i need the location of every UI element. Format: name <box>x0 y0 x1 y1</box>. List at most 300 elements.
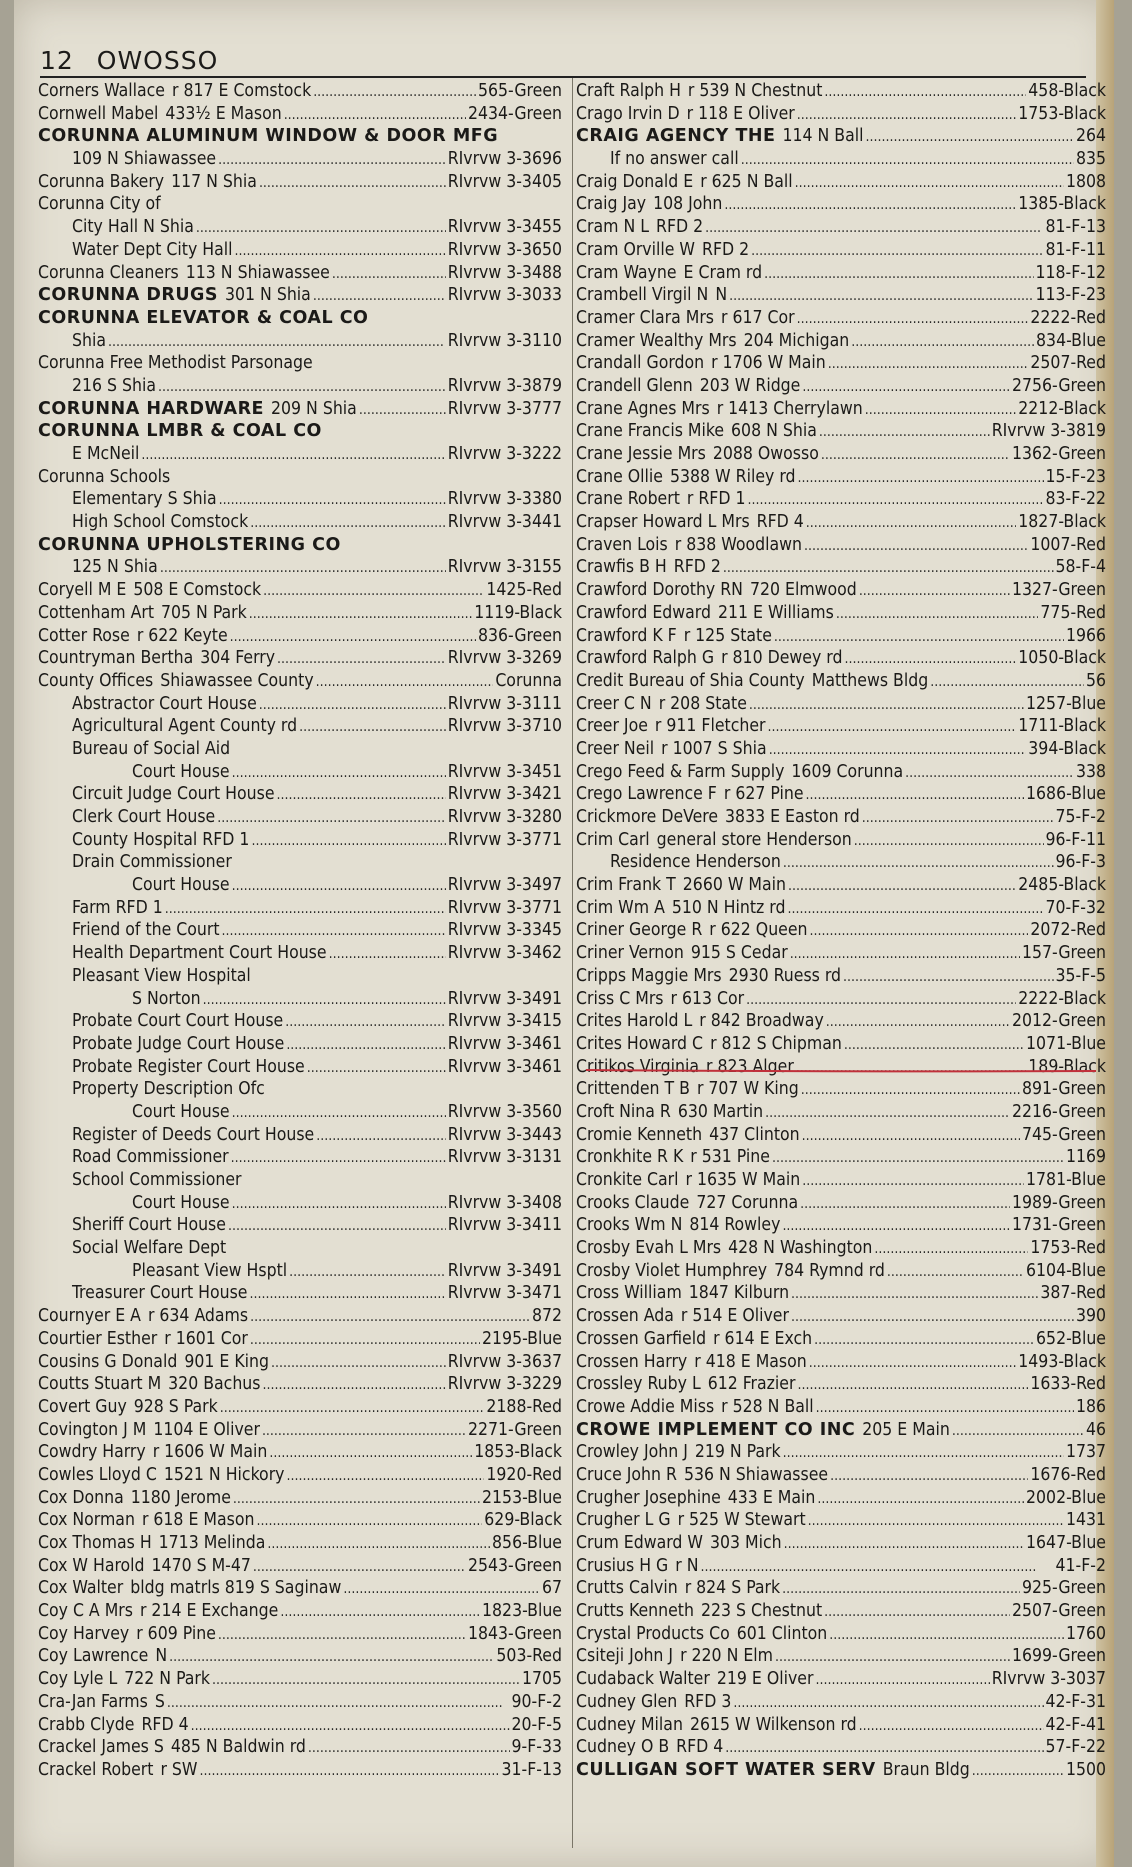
dot-leader <box>285 1010 445 1033</box>
listing-entry <box>38 1645 562 1668</box>
dot-leader <box>232 1101 446 1124</box>
listing-address: E Cram rd <box>683 262 763 283</box>
dot-leader <box>701 1555 1054 1578</box>
dot-leader <box>802 1124 1020 1147</box>
listing-address: 705 N Park <box>161 602 247 623</box>
listing-address: r 618 E Mason <box>141 1510 255 1531</box>
listing-address: r 208 State <box>658 693 747 714</box>
listing-phone: 834-Blue <box>1036 330 1106 351</box>
listing-phone: 2002-Blue <box>1026 1487 1106 1508</box>
listing-entry <box>38 988 562 1011</box>
listing-phone: 1711-Black <box>1018 716 1106 737</box>
listing-phone: 394-Black <box>1028 738 1106 759</box>
listing-address: 433 E Main <box>727 1487 816 1508</box>
listing-phone: 2216-Green <box>1011 1101 1106 1122</box>
listing-phone: 70-F-32 <box>1045 897 1106 918</box>
listing-name: S Norton <box>132 988 201 1009</box>
dot-leader <box>232 761 446 784</box>
listing-address: r 528 N Ball <box>721 1396 814 1417</box>
listing-phone: RIvrvw 3-3879 <box>447 375 562 396</box>
dot-leader <box>810 919 1029 942</box>
listing-entry <box>38 1668 562 1691</box>
listing-entry <box>38 783 562 806</box>
listing-name: Cournyer E A <box>38 1306 141 1327</box>
listing-name: Crane Jessie Mrs <box>576 444 706 464</box>
listing-name: If no answer call <box>610 149 739 170</box>
listing-entry <box>38 1441 562 1464</box>
listing-phone: 745-Green <box>1021 1124 1106 1145</box>
listing-name: Crossen Garfield <box>576 1328 707 1349</box>
dot-leader <box>830 1464 1028 1487</box>
dot-leader <box>790 942 1020 965</box>
dot-leader <box>218 1623 466 1646</box>
listing-entry <box>38 1487 562 1510</box>
listing-name: Cra-Jan Farms <box>38 1691 148 1712</box>
listing-entry <box>576 874 1106 897</box>
listing-phone: 2012-Green <box>1011 1011 1106 1032</box>
listing-name: Crabb Clyde <box>38 1714 135 1735</box>
dot-leader <box>828 352 1029 375</box>
dot-leader <box>972 1759 1064 1782</box>
listing-phone: RIvrvw 3-3491 <box>447 1260 562 1281</box>
listing-name: Csiteji John J <box>576 1646 674 1667</box>
listing-name: Cronkite Carl <box>576 1170 679 1190</box>
listing-name: Drain Commissioner <box>72 852 232 873</box>
listing-name: Bureau of Social Aid <box>72 738 231 759</box>
listing-name: Covington J M <box>38 1419 147 1440</box>
listing-phone: 1853-Black <box>474 1442 562 1463</box>
column-divider <box>572 78 573 1848</box>
listing-phone: 42-F-31 <box>1045 1691 1106 1712</box>
dot-leader <box>874 1237 1028 1260</box>
listing-phone: 2434-Green <box>467 103 562 124</box>
listing-phone: RIvrvw 3-3771 <box>447 897 562 918</box>
listing-phone: 1808 <box>1065 171 1106 192</box>
listing-address: 117 N Shia <box>171 171 257 192</box>
listing-entry <box>38 262 562 285</box>
dot-leader <box>262 1419 466 1442</box>
listing-phone: RIvrvw 3-3345 <box>447 920 562 941</box>
listing-entry <box>576 602 1106 625</box>
listing-entry <box>576 693 1106 716</box>
listing-name: CORUNNA UPHOLSTERING CO <box>38 534 341 555</box>
dot-leader <box>313 80 476 103</box>
listing-name: Coy Harvey <box>38 1623 130 1644</box>
listing-entry <box>576 1101 1106 1124</box>
listing-name: Cox Norman <box>38 1510 135 1531</box>
listing-entry <box>38 647 562 670</box>
listing-phone: 189-Black <box>1028 1056 1106 1077</box>
listing-entry <box>38 148 562 171</box>
listing-name: Pleasant View Hsptl <box>132 1260 288 1281</box>
listing-entry <box>576 443 1106 466</box>
listing-entry <box>38 556 562 579</box>
dot-leader <box>289 1260 446 1283</box>
listing-entry <box>38 829 562 852</box>
listing-phone: RIvrvw 3-3696 <box>447 149 562 170</box>
listing-name: Court House <box>132 761 230 782</box>
listing-entry <box>576 1736 1106 1759</box>
listing-name: Cox Walter <box>38 1578 124 1599</box>
listing-name: Crim Carl <box>576 829 650 850</box>
listing-address: r 707 W King <box>696 1079 799 1100</box>
listing-entry <box>38 1282 562 1305</box>
listing-entry <box>576 1509 1106 1532</box>
listing-entry <box>576 148 1106 171</box>
listing-address: RFD 3 <box>684 1691 732 1712</box>
listing-entry <box>38 171 562 194</box>
dot-leader <box>249 602 473 625</box>
listing-name: Creer Joe <box>576 716 648 737</box>
listing-address: 630 Martin <box>677 1101 764 1122</box>
listing-phone: 1431 <box>1065 1510 1106 1531</box>
dot-leader <box>253 1555 466 1578</box>
listing-name: Cross William <box>576 1283 682 1304</box>
listing-name: 216 S Shia <box>72 375 157 396</box>
dot-leader <box>797 1373 1028 1396</box>
listing-name: Crego Feed & Farm Supply <box>576 761 785 782</box>
listing-name: Coy Lawrence <box>38 1646 149 1667</box>
dot-leader <box>299 715 446 738</box>
dot-leader <box>865 398 1017 421</box>
listing-entry <box>38 965 562 988</box>
dot-leader <box>768 715 1017 738</box>
listing-address: RFD 2 <box>656 217 704 238</box>
dot-leader <box>169 1645 494 1668</box>
listing-address: bldg matrls 819 S Saginaw <box>130 1578 342 1599</box>
listing-address: 428 N Washington <box>728 1238 873 1259</box>
dot-leader <box>203 988 446 1011</box>
listing-name: Crowley John J <box>576 1442 688 1463</box>
listing-phone: RIvrvw 3-3110 <box>447 330 562 351</box>
listing-name: Crawford Ralph G <box>576 648 715 669</box>
listing-name: CORUNNA DRUGS <box>38 285 219 306</box>
listing-phone: 856-Blue <box>492 1533 562 1553</box>
listing-name: Shia <box>72 330 107 351</box>
listing-name: Crawford Dorothy RN <box>576 580 743 601</box>
listing-phone: RIvrvw 3-3443 <box>447 1124 562 1145</box>
dot-leader <box>806 511 1016 534</box>
listing-name: Crawford K F <box>576 625 677 646</box>
listing-entry <box>576 556 1106 579</box>
listing-entry <box>576 1532 1106 1555</box>
listing-name: County Offices <box>38 670 154 691</box>
listing-address: 304 Ferry <box>200 648 276 669</box>
listing-address: RFD 2 <box>702 239 750 260</box>
listing-phone: RIvrvw 3-3380 <box>447 489 562 510</box>
listing-address: r 823 Alger <box>706 1056 794 1077</box>
listing-name: Crawford Edward <box>576 602 711 623</box>
listing-name: Property Description Ofc <box>72 1079 265 1100</box>
listing-phone: RIvrvw 3-3471 <box>447 1283 562 1304</box>
dot-leader <box>802 1169 1024 1192</box>
listing-entry <box>38 1214 562 1237</box>
listing-entry <box>38 1351 562 1374</box>
dot-leader <box>801 1078 1020 1101</box>
listing-name: Treasurer Court House <box>72 1283 248 1304</box>
listing-phone: 186 <box>1075 1396 1106 1417</box>
listing-entry <box>576 829 1106 852</box>
listing-address: 2930 Ruess rd <box>728 965 842 986</box>
listing-address: r 1606 W Main <box>152 1442 268 1463</box>
listing-phone: RIvrvw 3-3491 <box>447 988 562 1009</box>
dot-leader <box>791 1305 1074 1328</box>
listing-entry <box>576 1214 1106 1237</box>
listing-address: 303 Mich <box>709 1533 782 1553</box>
listing-address: r 531 Pine <box>690 1147 770 1168</box>
dot-leader <box>788 874 1016 897</box>
listing-entry <box>576 262 1106 285</box>
listing-entry <box>38 693 562 716</box>
listing-address: 219 E Oliver <box>716 1669 814 1690</box>
dot-leader <box>233 1487 480 1510</box>
listing-phone: 775-Red <box>1040 602 1106 623</box>
listing-name: Coy Lyle L <box>38 1669 118 1690</box>
listing-name: Crooks Claude <box>576 1192 690 1213</box>
listing-entry <box>38 1714 562 1737</box>
dot-leader <box>359 398 446 421</box>
listing-address: r 911 Fletcher <box>654 716 766 737</box>
listing-name: Cudney O B <box>576 1737 670 1758</box>
listing-phone: 67 <box>541 1578 562 1599</box>
listing-entry <box>38 307 562 330</box>
listing-entry <box>38 1759 562 1782</box>
dot-leader <box>775 1645 1010 1668</box>
dot-leader <box>212 1668 520 1691</box>
listing-phone: 2195-Blue <box>482 1328 562 1349</box>
listing-phone: 1493-Black <box>1018 1351 1106 1372</box>
listing-entry <box>38 80 562 103</box>
listing-phone: 56 <box>1085 670 1106 691</box>
listing-address: r 525 W Stewart <box>677 1510 806 1531</box>
listing-name: Cowles Lloyd C <box>38 1464 157 1485</box>
listing-phone: RIvrvw 3-3269 <box>447 648 562 669</box>
listing-name: CORUNNA LMBR & COAL CO <box>38 421 322 442</box>
listing-phone: 2507-Green <box>1011 1601 1106 1622</box>
listing-name: Crane Robert <box>576 489 680 510</box>
listing-name: Cripps Maggie Mrs <box>576 965 722 986</box>
listing-entry <box>576 534 1106 557</box>
listing-phone: 1781-Blue <box>1026 1170 1106 1190</box>
listing-phone: 1050-Black <box>1018 648 1106 669</box>
dot-leader <box>286 1464 484 1487</box>
listing-entry <box>38 1146 562 1169</box>
listing-address: 5388 W Riley rd <box>670 466 796 487</box>
listing-phone: RIvrvw 3-3488 <box>447 262 562 283</box>
listing-entry <box>576 1192 1106 1215</box>
listing-name: 109 N Shiawassee <box>72 149 217 170</box>
listing-entry <box>576 988 1106 1011</box>
listing-name: Probate Register Court House <box>72 1056 305 1077</box>
listing-address: 108 John <box>653 194 723 215</box>
listing-phone: 41-F-2 <box>1055 1555 1106 1576</box>
dot-leader <box>851 330 1034 353</box>
listing-entry <box>576 647 1106 670</box>
dot-leader <box>286 1033 445 1056</box>
listing-entry <box>38 534 562 557</box>
listing-entry <box>576 1260 1106 1283</box>
listing-address: 784 Rymnd rd <box>774 1260 885 1281</box>
listing-entry <box>38 1124 562 1147</box>
listing-name: Crugher L G <box>576 1510 671 1531</box>
listing-name: Cram Orville W <box>576 239 696 260</box>
dot-leader <box>819 420 990 443</box>
listing-phone: RIvrvw 3-3710 <box>447 716 562 737</box>
dot-leader <box>821 443 1010 466</box>
listing-entry <box>576 1668 1106 1691</box>
listing-entry <box>38 1419 562 1442</box>
listing-address: RFD 2 <box>673 557 721 578</box>
red-pen-underline <box>586 1069 1096 1073</box>
listing-entry <box>576 1305 1106 1328</box>
listing-address: r 627 Pine <box>723 784 804 805</box>
listing-address: 601 Clinton <box>736 1623 828 1644</box>
listing-phone: Corunna <box>495 670 562 691</box>
listing-address: 114 N Ball <box>782 126 864 147</box>
listing-phone: RIvrvw 3-3560 <box>447 1101 562 1122</box>
listing-name: Cramer Wealthy Mrs <box>576 330 737 351</box>
listing-name: Crutts Calvin <box>576 1578 678 1599</box>
listing-name: Crossen Ada <box>576 1306 674 1327</box>
dot-leader <box>307 1056 446 1079</box>
dot-leader <box>774 625 1064 648</box>
listing-entry <box>576 1373 1106 1396</box>
dot-leader <box>220 1396 485 1419</box>
listing-name: Covert Guy <box>38 1396 127 1417</box>
listing-phone: 1327-Green <box>1011 580 1106 601</box>
listing-entry <box>38 1555 562 1578</box>
listing-address: 612 Frazier <box>707 1374 796 1395</box>
dot-leader <box>844 1033 1024 1056</box>
listing-address: 205 E Main <box>862 1419 950 1440</box>
listing-entry <box>38 919 562 942</box>
listing-entry <box>38 1078 562 1101</box>
listing-name: Cudney Glen <box>576 1691 678 1712</box>
listing-entry <box>38 1192 562 1215</box>
listing-name: Cronkhite R K <box>576 1147 684 1168</box>
listing-phone: RIvrvw 3-3451 <box>447 761 562 782</box>
listing-entry <box>576 307 1106 330</box>
dot-leader <box>724 193 1016 216</box>
listing-name: Creer C N <box>576 693 652 714</box>
listing-phone: RIvrvw 3-3421 <box>447 784 562 805</box>
listing-entry <box>576 375 1106 398</box>
listing-entry <box>576 851 1106 874</box>
listing-name: Corunna City of <box>38 194 161 215</box>
dot-leader <box>729 284 1033 307</box>
listing-phone: 891-Green <box>1021 1079 1106 1100</box>
listing-name: CORUNNA ALUMINUM WINDOW & DOOR MFG <box>38 126 499 147</box>
listing-entry <box>576 1078 1106 1101</box>
listing-entry <box>38 375 562 398</box>
listing-address: 209 N Shia <box>271 398 357 419</box>
listing-entry <box>576 1555 1106 1578</box>
listing-phone: 1633-Red <box>1030 1374 1106 1395</box>
listing-address: 814 Rowley <box>689 1215 781 1236</box>
dot-leader <box>263 579 484 602</box>
listing-phone: 58-F-4 <box>1055 557 1106 578</box>
dot-leader <box>313 284 446 307</box>
dot-leader <box>784 1532 1024 1555</box>
dot-leader <box>284 103 466 126</box>
listing-address: r 1007 S Shia <box>661 738 767 759</box>
listing-phone: 872 <box>531 1306 562 1327</box>
listing-entry <box>38 1260 562 1283</box>
listing-phone: 1753-Black <box>1018 103 1106 124</box>
listing-phone: 1731-Green <box>1011 1215 1106 1236</box>
listing-entry <box>576 239 1106 262</box>
listing-entry <box>576 193 1106 216</box>
listing-entry <box>38 1101 562 1124</box>
listing-name: Register of Deeds Court House <box>72 1124 315 1145</box>
header-rule <box>40 76 1086 78</box>
listing-entry <box>38 625 562 648</box>
dot-leader <box>259 693 446 716</box>
listing-name: Crossen Harry <box>576 1351 688 1372</box>
listing-entry <box>38 1237 562 1260</box>
listing-phone: 925-Green <box>1021 1578 1106 1599</box>
dot-leader <box>228 1214 446 1237</box>
listing-address: 320 Bachus <box>168 1374 261 1395</box>
listing-address: r 622 Queen <box>709 920 808 941</box>
listing-entry <box>38 1736 562 1759</box>
dot-leader <box>343 1577 540 1600</box>
listing-address: r 1706 W Main <box>711 353 826 374</box>
listing-address: 2660 W Main <box>682 875 787 896</box>
listing-phone: 390 <box>1075 1306 1106 1327</box>
dot-leader <box>725 1736 1043 1759</box>
listing-phone: RIvrvw 3-3131 <box>447 1147 562 1168</box>
listing-entry <box>576 216 1106 239</box>
listing-phone: 2485-Black <box>1018 875 1106 896</box>
listing-phone: 1966 <box>1065 625 1106 646</box>
dot-leader <box>797 307 1029 330</box>
listing-address: r 617 Cor <box>721 307 795 328</box>
listing-phone: 118-F-12 <box>1035 262 1106 283</box>
listing-entry <box>38 511 562 534</box>
listing-entry <box>38 670 562 693</box>
listing-entry <box>576 488 1106 511</box>
listing-name: Cramer Clara Mrs <box>576 307 715 328</box>
listing-phone: 1500 <box>1065 1759 1106 1780</box>
dot-leader <box>800 1192 1010 1215</box>
listing-entry <box>576 330 1106 353</box>
listing-name: Crago Irvin D <box>576 103 680 124</box>
listing-name: Cottenham Art <box>38 602 155 623</box>
dot-leader <box>836 602 1039 625</box>
listing-entry <box>38 1577 562 1600</box>
dot-leader <box>280 1600 480 1623</box>
listing-name: Cousins G Donald <box>38 1351 178 1372</box>
dot-leader <box>854 829 1044 852</box>
listing-entry <box>576 1419 1106 1442</box>
listing-name: Social Welfare Dept <box>72 1238 227 1259</box>
listing-entry <box>576 1396 1106 1419</box>
city-title: OWOSSO <box>96 46 219 75</box>
dot-leader <box>231 1146 446 1169</box>
dot-leader <box>741 148 1074 171</box>
listing-phone: RIvrvw 3-3405 <box>447 171 562 192</box>
listing-name: Corunna Schools <box>38 466 171 487</box>
listing-address: N <box>155 1646 168 1667</box>
listing-phone: 1647-Blue <box>1026 1533 1106 1553</box>
dot-leader <box>271 1351 446 1374</box>
dot-leader <box>769 738 1027 761</box>
listing-name: Crim Wm A <box>576 897 665 918</box>
listing-address: r 1601 Cor <box>164 1328 248 1349</box>
listing-phone: 83-F-22 <box>1045 489 1106 510</box>
listing-phone: RIvrvw 3-3637 <box>447 1351 562 1372</box>
